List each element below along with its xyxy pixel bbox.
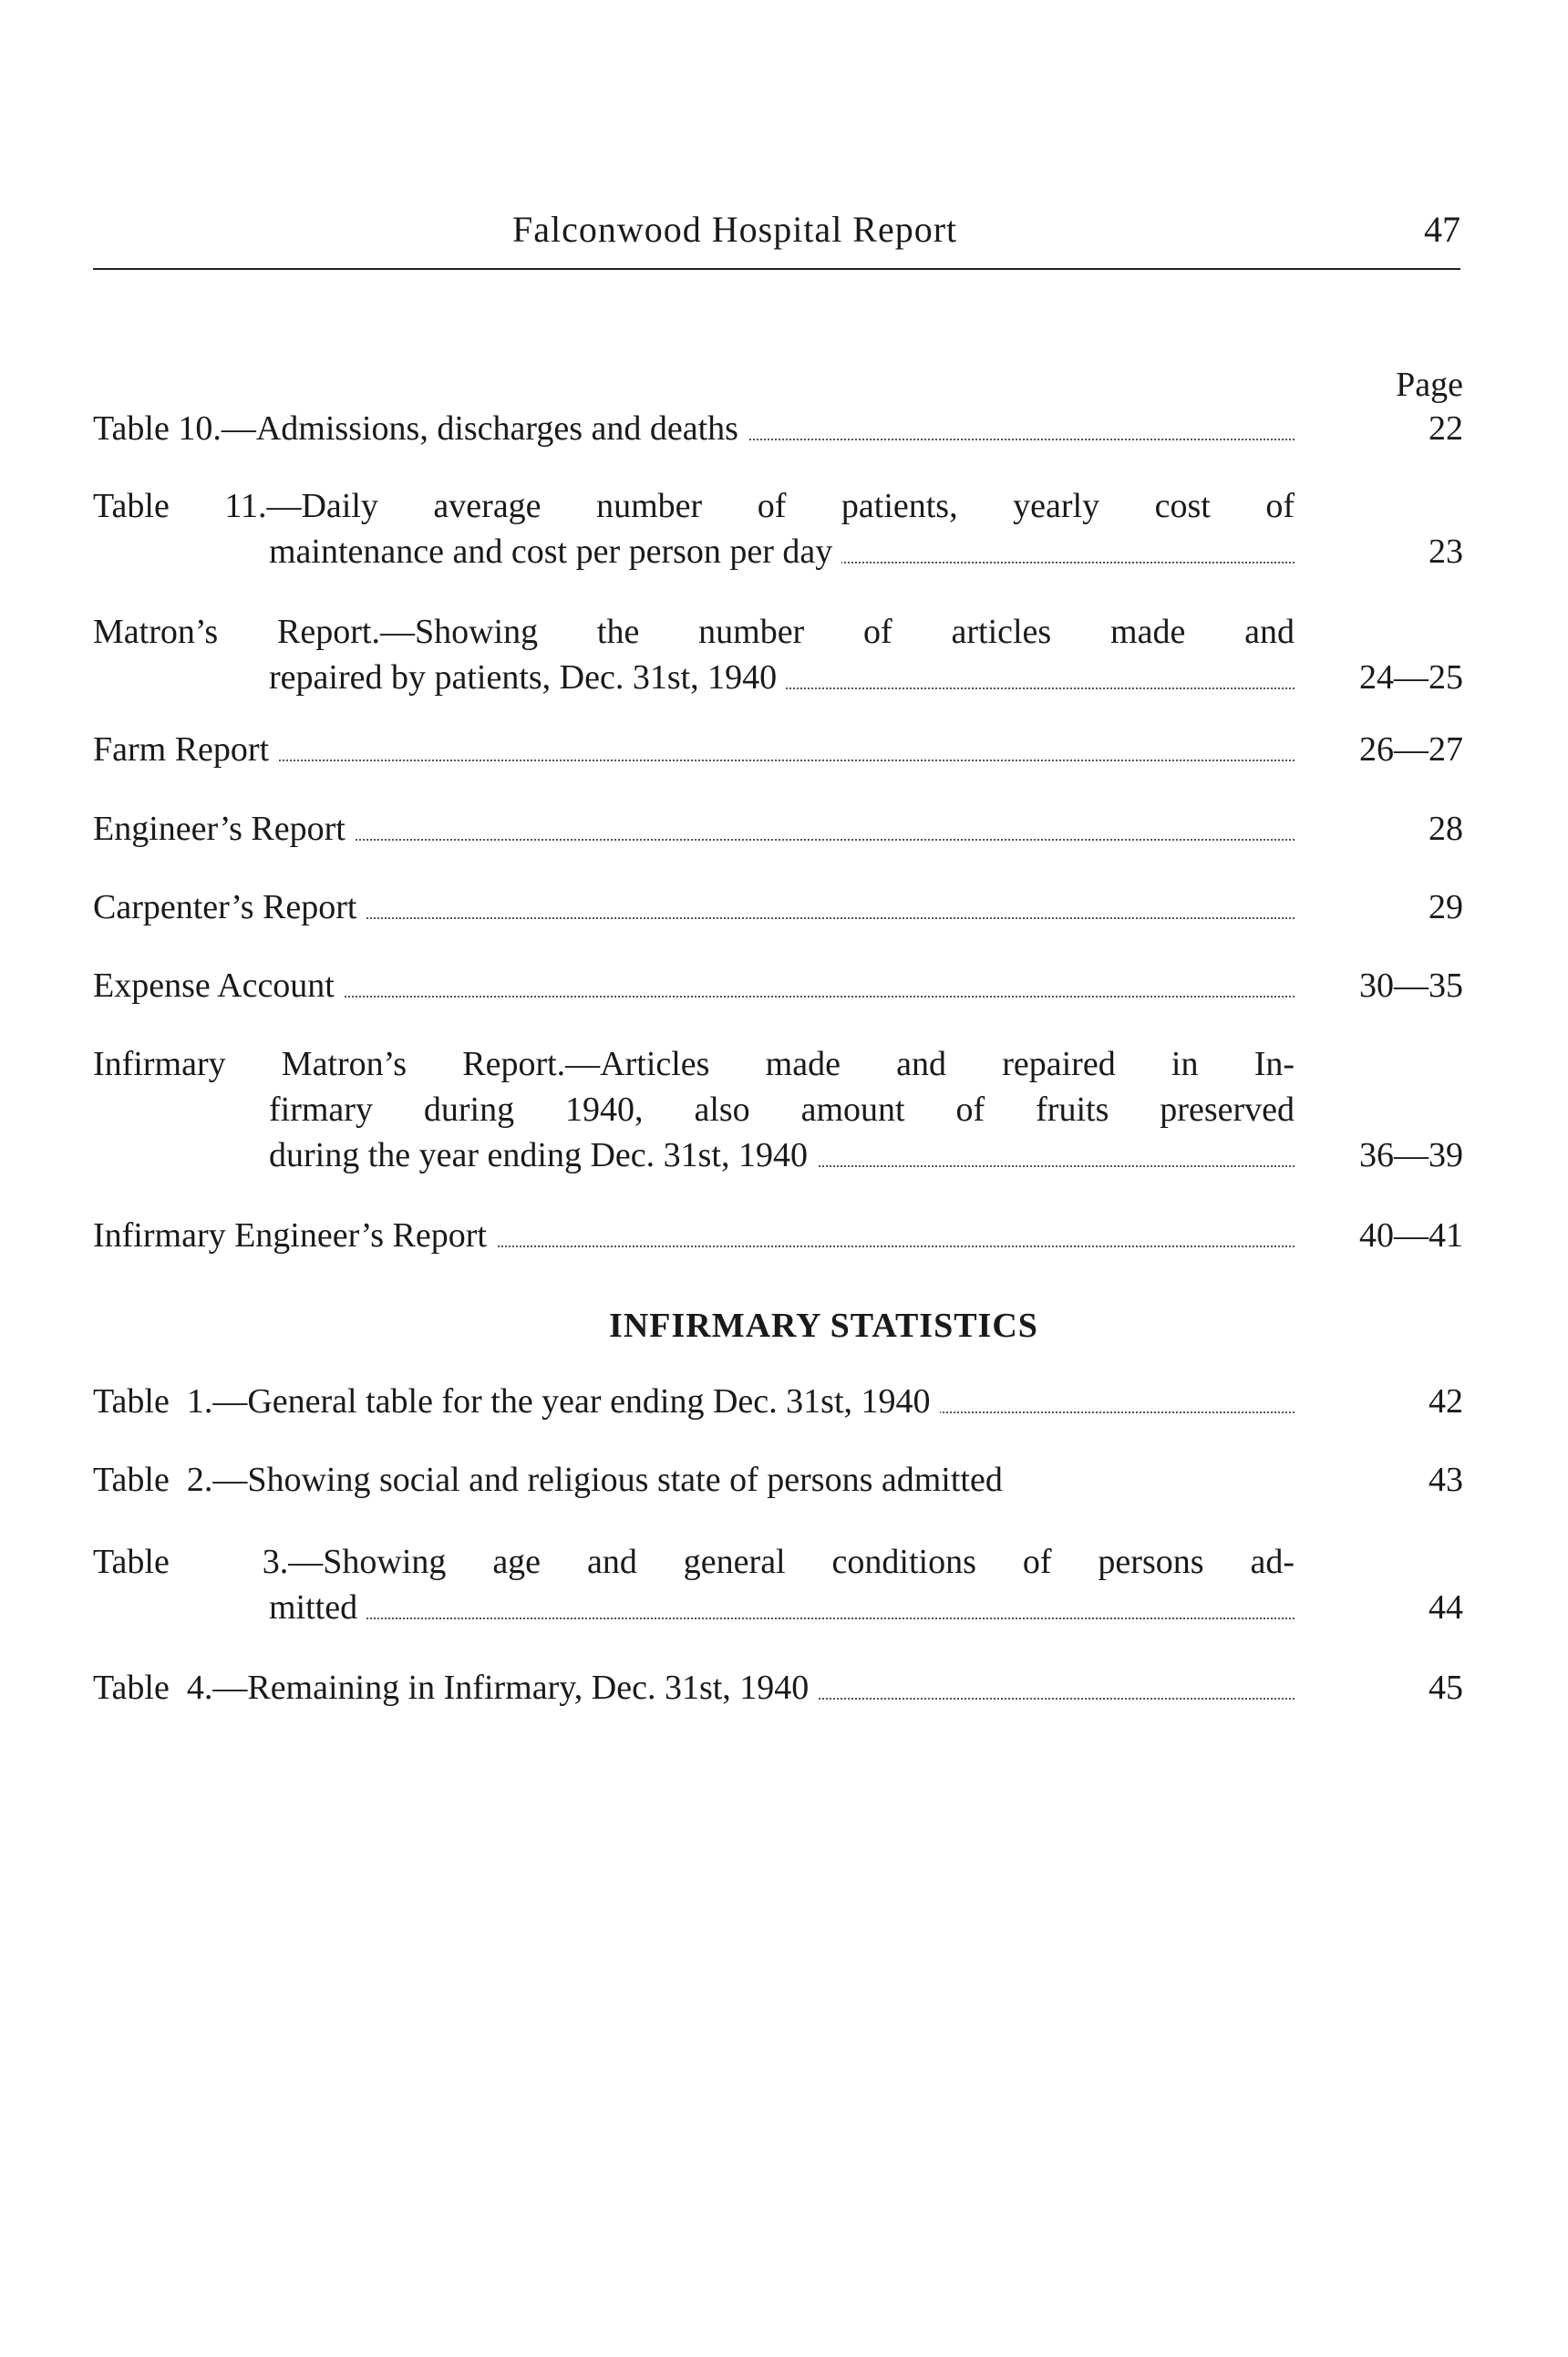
entry-page: 42 [1429,1382,1463,1421]
page-number: 47 [1424,209,1460,250]
section-heading: INFIRMARY STATISTICS [609,1307,1038,1345]
toc-entry-infirmary-matrons-report [93,1041,1463,1178]
entry-text: Engineer’s Report [93,810,355,848]
entry-page: 43 [1429,1461,1463,1499]
toc-entry-expense-account [93,963,1463,1008]
entry-text: firmary during 1940, also amount of fruits preserved [269,1091,1295,1129]
entry-text: Carpenter’s Report [93,888,366,926]
entry-text: Infirmary Engineer’s Report [93,1216,496,1255]
entry-page: 44 [1429,1588,1463,1627]
entry-page: 45 [1429,1669,1463,1707]
toc-entry-carpenters-report [93,884,1463,930]
entry-text: Table 1.—General table for the year ending Dec. 31st, 1940 [93,1382,940,1421]
toc-entry-table-10 [93,406,1463,451]
entry-text: Table 10.—Admissions, discharges and deaths [93,409,748,448]
toc-entry-table-11 [93,483,1463,574]
toc-entry-infirmary-engineers-report [93,1213,1463,1258]
entry-text: mitted [269,1588,366,1627]
entry-text: Farm Report [93,730,278,769]
toc-entry-infirmary-table-1 [93,1379,1463,1424]
entry-page: 36—39 [1359,1136,1463,1174]
header-rule [93,268,1460,270]
dot-leader [269,1618,1295,1619]
entry-text: Expense Account [93,967,344,1005]
running-title: Falconwood Hospital Report [512,209,958,250]
entry-text: during the year ending Dec. 31st, 1940 [269,1136,817,1174]
entry-page: 24—25 [1359,658,1463,697]
toc-entry-engineers-report [93,806,1463,852]
toc-entry-infirmary-table-4 [93,1665,1463,1711]
entry-text: repaired by patients, Dec. 31st, 1940 [269,658,786,697]
entry-page: 40—41 [1359,1216,1463,1255]
toc-entry-matrons-report [93,609,1463,700]
entry-text: Table 3.—Showing age and general conditions of persons ad- [93,1543,1295,1581]
entry-text: Matron’s Report.—Showing the number of articles made and [93,613,1295,651]
entry-page: 28 [1429,810,1463,848]
entry-page: 30—35 [1359,967,1463,1005]
running-header [93,208,1460,272]
toc-entry-farm-report [93,727,1463,772]
page-column-label: Page [1396,366,1463,404]
toc-entry-infirmary-table-3 [93,1539,1463,1630]
entry-text: Table 4.—Remaining in Infirmary, Dec. 31st, 1940 [93,1669,818,1707]
toc-entry-infirmary-table-2 [93,1457,1463,1503]
entry-page: 29 [1429,888,1463,926]
entry-page: 22 [1429,409,1463,448]
entry-text: Infirmary Matron’s Report.—Articles made and repaired in In- [93,1045,1295,1083]
entry-page: 26—27 [1359,730,1463,769]
entry-page: 23 [1429,532,1463,571]
entry-text: maintenance and cost per person per day [269,532,841,571]
entry-text: Table 2.—Showing social and religious state of persons admitted [93,1461,1012,1499]
entry-text: Table 11.—Daily average number of patients, yearly cost of [93,487,1295,525]
